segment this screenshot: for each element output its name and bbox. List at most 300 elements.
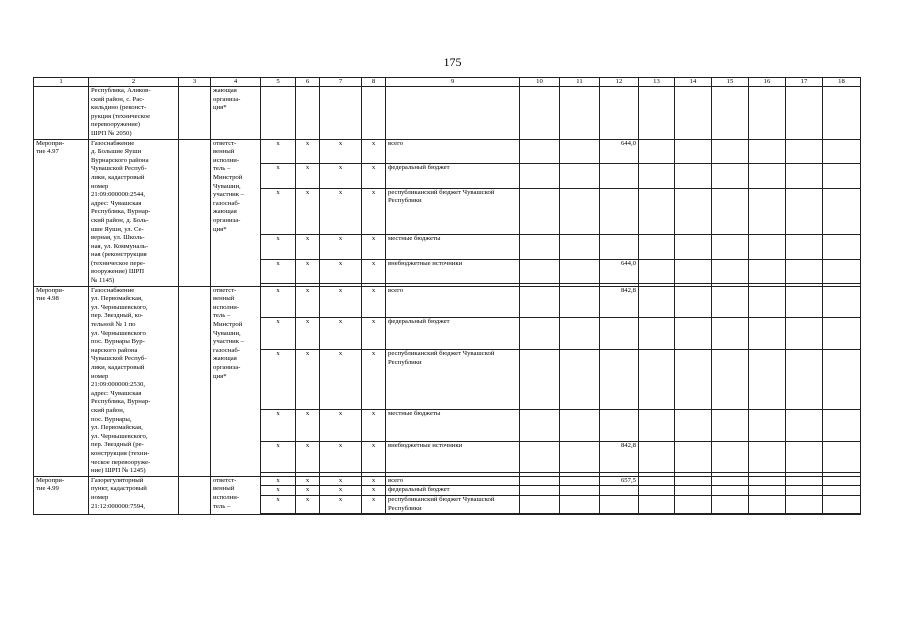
x-mark: х bbox=[362, 286, 386, 318]
table-cell bbox=[520, 164, 560, 189]
table-cell bbox=[712, 259, 749, 284]
table-cell bbox=[362, 87, 386, 140]
funding-value bbox=[600, 235, 639, 260]
object-line: ческое перевооруже- bbox=[91, 458, 151, 466]
object-line: ная (реконструкция bbox=[91, 251, 147, 259]
object-line: ский район, д. Боль- bbox=[91, 216, 149, 224]
table-cell bbox=[520, 486, 560, 496]
table-cell bbox=[786, 514, 823, 515]
object-line: лики, кадастровый bbox=[91, 173, 145, 181]
table-cell bbox=[675, 514, 712, 515]
executor-line: тель – bbox=[213, 165, 231, 173]
table-cell bbox=[675, 495, 712, 513]
table-cell bbox=[261, 514, 296, 515]
object-description bbox=[89, 476, 179, 514]
table-cell bbox=[362, 514, 386, 515]
table-cell bbox=[823, 188, 861, 234]
executor-line: венный bbox=[213, 148, 235, 156]
executor-line: венный bbox=[213, 485, 235, 493]
table-cell bbox=[639, 441, 675, 473]
table-cell bbox=[179, 139, 211, 286]
column-number: 13 bbox=[639, 78, 675, 87]
measure-id bbox=[34, 476, 89, 514]
object-line: Газорегуляторный bbox=[91, 476, 144, 484]
x-mark: х bbox=[261, 235, 296, 260]
x-mark: х bbox=[261, 188, 296, 234]
object-line: Республика, Аликов- bbox=[91, 87, 151, 94]
x-mark: х bbox=[320, 235, 362, 260]
funding-source: местные бюджеты bbox=[386, 410, 520, 442]
table-cell bbox=[712, 350, 749, 410]
x-mark: х bbox=[320, 259, 362, 284]
table-cell bbox=[749, 318, 786, 350]
x-mark: х bbox=[261, 495, 296, 513]
table-cell bbox=[296, 87, 320, 140]
object-line: верная, ул. Школь- bbox=[91, 234, 145, 242]
x-mark: х bbox=[296, 318, 320, 350]
executor-line: ция* bbox=[213, 372, 227, 380]
executor-description bbox=[211, 87, 261, 140]
x-mark: х bbox=[296, 495, 320, 513]
table-cell bbox=[639, 318, 675, 350]
table-cell bbox=[786, 318, 823, 350]
funding-value bbox=[600, 350, 639, 410]
table-cell bbox=[675, 164, 712, 189]
x-mark: х bbox=[320, 318, 362, 350]
column-number: 17 bbox=[786, 78, 823, 87]
x-mark: х bbox=[261, 486, 296, 496]
funding-source: всего bbox=[386, 139, 520, 164]
x-mark: х bbox=[320, 286, 362, 318]
x-mark: х bbox=[362, 164, 386, 189]
table-cell bbox=[749, 486, 786, 496]
measures-table bbox=[33, 77, 861, 515]
funding-source: республиканский бюджет Чувашской Республики bbox=[386, 495, 520, 513]
x-mark: х bbox=[296, 441, 320, 473]
column-number: 9 bbox=[386, 78, 520, 87]
table-cell bbox=[712, 486, 749, 496]
table-cell bbox=[675, 350, 712, 410]
table-cell bbox=[786, 235, 823, 260]
funding-value bbox=[600, 410, 639, 442]
table-cell bbox=[786, 441, 823, 473]
x-mark: х bbox=[362, 441, 386, 473]
table-cell bbox=[386, 514, 520, 515]
table-cell bbox=[823, 87, 861, 140]
object-line: номер bbox=[91, 493, 109, 501]
object-line: Чувашской Респуб- bbox=[91, 165, 147, 173]
object-line: нарского района bbox=[91, 346, 138, 354]
object-line: пункт, кадастровый bbox=[91, 485, 147, 493]
x-mark: х bbox=[320, 188, 362, 234]
table-cell bbox=[320, 87, 362, 140]
object-line: Чувашской Респуб- bbox=[91, 355, 147, 363]
table-cell bbox=[675, 441, 712, 473]
object-line: номер bbox=[91, 372, 109, 380]
table-cell bbox=[639, 486, 675, 496]
table-cell bbox=[296, 514, 320, 515]
x-mark: х bbox=[320, 486, 362, 496]
table-cell bbox=[639, 476, 675, 486]
object-line: шие Яуши, ул. Се- bbox=[91, 225, 144, 233]
table-cell bbox=[786, 164, 823, 189]
object-line: пос. Вурнары, bbox=[91, 415, 132, 423]
executor-line: Минстрой bbox=[213, 321, 243, 329]
object-line: д. Большие Яуши bbox=[91, 148, 142, 156]
table-cell bbox=[179, 476, 211, 514]
table-cell bbox=[639, 514, 675, 515]
table-cell bbox=[712, 410, 749, 442]
table-cell bbox=[520, 441, 560, 473]
x-mark: х bbox=[296, 476, 320, 486]
table-cell bbox=[749, 235, 786, 260]
table-cell bbox=[639, 495, 675, 513]
column-number: 18 bbox=[823, 78, 861, 87]
executor-line: участник – bbox=[213, 338, 244, 346]
object-line: перевооружение) bbox=[91, 121, 141, 129]
table-cell bbox=[639, 410, 675, 442]
table-cell bbox=[639, 350, 675, 410]
executor-line: газоснаб- bbox=[213, 199, 240, 207]
executor-line: исполни- bbox=[213, 156, 240, 164]
table-cell bbox=[639, 235, 675, 260]
table-cell bbox=[639, 139, 675, 164]
column-number: 3 bbox=[179, 78, 211, 87]
measure-id-line: тие 4.99 bbox=[36, 485, 59, 493]
x-mark: х bbox=[320, 139, 362, 164]
x-mark: х bbox=[296, 139, 320, 164]
object-line: адрес: Чувашская bbox=[91, 389, 142, 397]
x-mark: х bbox=[320, 495, 362, 513]
table-cell bbox=[386, 87, 520, 140]
table-cell bbox=[675, 259, 712, 284]
x-mark: х bbox=[261, 286, 296, 318]
table-cell bbox=[560, 495, 600, 513]
table-cell bbox=[749, 514, 786, 515]
object-line: тельной № 1 по bbox=[91, 321, 136, 329]
table-cell bbox=[823, 318, 861, 350]
x-mark: х bbox=[362, 235, 386, 260]
table-cell bbox=[560, 188, 600, 234]
table-cell bbox=[749, 476, 786, 486]
table-cell bbox=[749, 350, 786, 410]
table-cell bbox=[560, 476, 600, 486]
x-mark: х bbox=[320, 410, 362, 442]
table-cell bbox=[786, 410, 823, 442]
executor-line: венный bbox=[213, 295, 235, 303]
table-cell bbox=[639, 164, 675, 189]
table-cell bbox=[560, 350, 600, 410]
object-line: лики, кадастровый bbox=[91, 364, 145, 371]
table-cell bbox=[823, 410, 861, 442]
table-cell bbox=[823, 476, 861, 486]
table-cell bbox=[520, 139, 560, 164]
table-cell bbox=[712, 87, 749, 140]
x-mark: х bbox=[261, 476, 296, 486]
executor-line: Чувашии, bbox=[213, 329, 241, 337]
x-mark: х bbox=[362, 495, 386, 513]
column-number: 2 bbox=[89, 78, 179, 87]
x-mark: х bbox=[261, 350, 296, 410]
executor-description bbox=[211, 139, 261, 286]
executor-line: ответст- bbox=[213, 286, 237, 294]
object-line: ский район, с. Рас- bbox=[91, 95, 145, 103]
table-cell bbox=[786, 188, 823, 234]
table-cell bbox=[786, 476, 823, 486]
funding-source: федеральный бюджет bbox=[386, 486, 520, 496]
table-cell bbox=[823, 286, 861, 318]
table-cell bbox=[712, 286, 749, 318]
column-number: 11 bbox=[560, 78, 600, 87]
executor-line: жающая bbox=[213, 87, 237, 94]
table-cell bbox=[749, 87, 786, 140]
x-mark: х bbox=[261, 318, 296, 350]
column-number: 4 bbox=[211, 78, 261, 87]
object-line: ул. Первомайская, bbox=[91, 424, 143, 432]
column-number: 10 bbox=[520, 78, 560, 87]
continuation-row bbox=[34, 87, 861, 140]
table-cell bbox=[823, 441, 861, 473]
table-cell bbox=[675, 410, 712, 442]
table-cell bbox=[600, 87, 639, 140]
executor-line: организа- bbox=[213, 364, 241, 371]
table-cell bbox=[520, 476, 560, 486]
x-mark: х bbox=[362, 259, 386, 284]
measure-id-line: Меропри- bbox=[36, 139, 65, 147]
x-mark: х bbox=[320, 350, 362, 410]
object-line: ул. Чернышевского, bbox=[91, 303, 148, 311]
table-cell bbox=[823, 486, 861, 496]
object-line: Вурнарского района bbox=[91, 156, 149, 164]
object-line: Республика, Вурнар- bbox=[91, 398, 151, 406]
column-number: 5 bbox=[261, 78, 296, 87]
table-cell bbox=[712, 164, 749, 189]
table-cell bbox=[639, 188, 675, 234]
x-mark: х bbox=[320, 441, 362, 473]
object-description bbox=[89, 87, 179, 140]
column-number: 6 bbox=[296, 78, 320, 87]
table-cell bbox=[786, 87, 823, 140]
table-cell bbox=[712, 441, 749, 473]
x-mark: х bbox=[362, 188, 386, 234]
object-line: ние) ШРП № 1245) bbox=[91, 467, 146, 475]
object-line: конструкция (техни- bbox=[91, 449, 150, 457]
table-cell bbox=[560, 441, 600, 473]
measure-id-line: тие 4.97 bbox=[36, 148, 59, 156]
table-cell bbox=[823, 139, 861, 164]
table-cell bbox=[712, 318, 749, 350]
table-cell bbox=[320, 514, 362, 515]
table-cell bbox=[823, 259, 861, 284]
measure-id-line: тие 4.98 bbox=[36, 295, 59, 303]
table-cell bbox=[675, 476, 712, 486]
table-row bbox=[34, 476, 861, 486]
table-cell bbox=[560, 486, 600, 496]
table-cell bbox=[675, 87, 712, 140]
column-number: 14 bbox=[675, 78, 712, 87]
x-mark: х bbox=[320, 476, 362, 486]
executor-line: организа- bbox=[213, 95, 241, 103]
table-cell bbox=[749, 139, 786, 164]
executor-line: ответст- bbox=[213, 139, 237, 147]
column-number: 15 bbox=[712, 78, 749, 87]
table-cell bbox=[560, 164, 600, 189]
x-mark: х bbox=[296, 410, 320, 442]
table-cell bbox=[560, 318, 600, 350]
table-cell bbox=[749, 286, 786, 318]
x-mark: х bbox=[261, 410, 296, 442]
table-cell bbox=[786, 486, 823, 496]
table-cell bbox=[520, 87, 560, 140]
table-cell bbox=[712, 139, 749, 164]
table-cell bbox=[749, 188, 786, 234]
executor-line: Минстрой bbox=[213, 173, 243, 181]
funding-source: всего bbox=[386, 286, 520, 318]
funding-value bbox=[600, 164, 639, 189]
table-cell bbox=[749, 410, 786, 442]
executor-description bbox=[211, 286, 261, 476]
table-cell bbox=[675, 318, 712, 350]
column-number: 7 bbox=[320, 78, 362, 87]
column-number: 1 bbox=[34, 78, 89, 87]
table-cell bbox=[786, 139, 823, 164]
table-cell bbox=[823, 495, 861, 513]
x-mark: х bbox=[320, 164, 362, 189]
table-cell bbox=[675, 486, 712, 496]
table-cell bbox=[712, 514, 749, 515]
object-line: ная, ул. Коммуналь- bbox=[91, 242, 149, 250]
executor-line: ответст- bbox=[213, 476, 237, 484]
object-line: ул. Первомайская, bbox=[91, 295, 143, 303]
funding-value: 657,5 bbox=[600, 476, 639, 486]
column-number: 16 bbox=[749, 78, 786, 87]
table-cell bbox=[560, 139, 600, 164]
page-number: 175 bbox=[443, 55, 462, 69]
x-mark: х bbox=[362, 410, 386, 442]
funding-source: федеральный бюджет bbox=[386, 164, 520, 189]
funding-source: местные бюджеты bbox=[386, 235, 520, 260]
table-cell bbox=[560, 235, 600, 260]
executor-line: тель – bbox=[213, 502, 231, 510]
executor-line: ция* bbox=[213, 225, 227, 233]
x-mark: х bbox=[296, 259, 320, 284]
funding-source: республиканский бюджет Чувашской Республики bbox=[386, 350, 520, 410]
object-line: 21:09:000000:2544, bbox=[91, 191, 146, 199]
measure-id-line: Меропри- bbox=[36, 286, 65, 294]
table-cell bbox=[179, 286, 211, 476]
executor-line: Чувашии, bbox=[213, 182, 241, 190]
table-cell bbox=[520, 495, 560, 513]
object-line: пос. Вурнары Вур- bbox=[91, 338, 145, 346]
table-cell bbox=[560, 286, 600, 318]
funding-source: внебюджетные источники bbox=[386, 259, 520, 284]
object-line: ский район, bbox=[91, 406, 125, 414]
x-mark: х bbox=[362, 350, 386, 410]
measure-id-line: Меропри- bbox=[36, 476, 65, 484]
object-line: Газоснабжение bbox=[91, 139, 135, 147]
x-mark: х bbox=[362, 486, 386, 496]
executor-line: исполни- bbox=[213, 303, 240, 311]
table-cell bbox=[712, 235, 749, 260]
object-line: адрес: Чувашская bbox=[91, 199, 142, 207]
table-cell bbox=[520, 286, 560, 318]
table-cell bbox=[34, 87, 89, 140]
funding-value: 644,0 bbox=[600, 259, 639, 284]
table-cell bbox=[712, 495, 749, 513]
table-cell bbox=[786, 350, 823, 410]
funding-value bbox=[600, 188, 639, 234]
object-line: (техническое пере- bbox=[91, 259, 146, 267]
column-number: 8 bbox=[362, 78, 386, 87]
object-line: пер. Звездный, ко- bbox=[91, 312, 144, 320]
funding-source: республиканский бюджет Чувашской Республики bbox=[386, 188, 520, 234]
table-cell bbox=[560, 514, 600, 515]
x-mark: х bbox=[362, 318, 386, 350]
executor-line: жающая bbox=[213, 208, 237, 216]
table-cell bbox=[786, 286, 823, 318]
x-mark: х bbox=[362, 476, 386, 486]
funding-source: внебюджетные источники bbox=[386, 441, 520, 473]
funding-source: федеральный бюджет bbox=[386, 318, 520, 350]
measure-id bbox=[34, 286, 89, 476]
object-description bbox=[89, 286, 179, 476]
object-line: номер bbox=[91, 182, 109, 190]
table-cell bbox=[675, 188, 712, 234]
table-cell bbox=[786, 259, 823, 284]
object-line: пер. Звездный (ре- bbox=[91, 441, 144, 449]
x-mark: х bbox=[296, 164, 320, 189]
table-cell bbox=[639, 286, 675, 318]
x-mark: х bbox=[296, 486, 320, 496]
x-mark: х bbox=[296, 350, 320, 410]
table-row bbox=[34, 139, 861, 164]
table-cell bbox=[520, 188, 560, 234]
x-mark: х bbox=[362, 139, 386, 164]
executor-line: тель – bbox=[213, 312, 231, 320]
table-cell bbox=[639, 87, 675, 140]
funding-value: 842,8 bbox=[600, 441, 639, 473]
x-mark: х bbox=[261, 259, 296, 284]
object-line: ул. Чернышевского bbox=[91, 329, 146, 337]
table-cell bbox=[520, 350, 560, 410]
table-cell bbox=[786, 495, 823, 513]
object-line: кильдино (реконст- bbox=[91, 104, 147, 112]
x-mark: х bbox=[261, 164, 296, 189]
table-cell bbox=[749, 259, 786, 284]
x-mark: х bbox=[296, 188, 320, 234]
table-cell bbox=[179, 87, 211, 140]
executor-line: жающая bbox=[213, 355, 237, 363]
table-cell bbox=[261, 87, 296, 140]
executor-line: ция* bbox=[213, 104, 227, 112]
table-cell bbox=[749, 441, 786, 473]
column-number-row bbox=[34, 78, 861, 87]
object-line: вооружение) ШРП bbox=[91, 268, 145, 276]
object-line: Республика, Вурнар- bbox=[91, 208, 151, 216]
funding-value bbox=[600, 486, 639, 496]
table-cell bbox=[749, 164, 786, 189]
object-line: Газоснабжение bbox=[91, 286, 135, 294]
table-cell bbox=[520, 235, 560, 260]
table-cell bbox=[823, 235, 861, 260]
table-cell bbox=[712, 476, 749, 486]
funding-value bbox=[600, 495, 639, 513]
table-cell bbox=[675, 235, 712, 260]
table-cell bbox=[560, 87, 600, 140]
x-mark: х bbox=[296, 286, 320, 318]
funding-source: всего bbox=[386, 476, 520, 486]
table-cell bbox=[712, 188, 749, 234]
